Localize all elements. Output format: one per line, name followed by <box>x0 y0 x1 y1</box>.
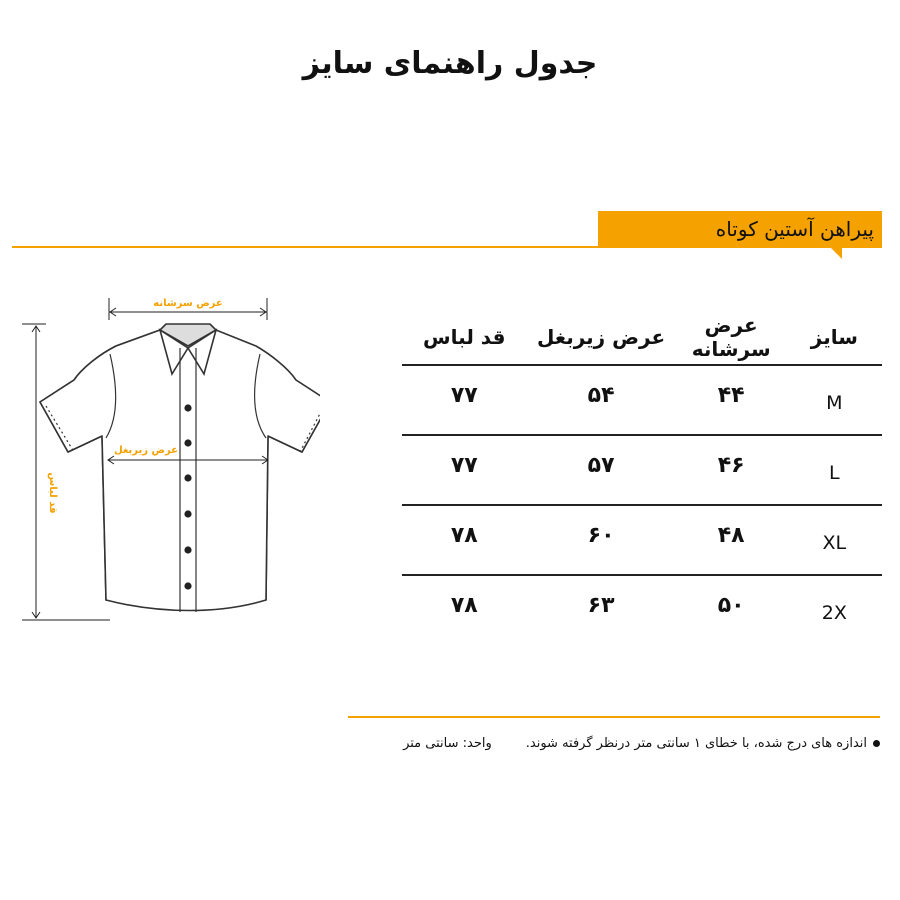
table-header-row <box>402 310 882 365</box>
cell-size: 2X <box>821 601 847 624</box>
cell-armpit: ۶۳ <box>587 593 615 618</box>
bullet-icon <box>873 740 880 747</box>
header-size: سایز <box>787 310 882 365</box>
cell-size: L <box>787 435 882 505</box>
armpit-label: عرض زیربغل <box>113 445 179 456</box>
section-label: پیراهن آستین کوتاه <box>715 217 874 241</box>
cell-length: ۷۷ <box>402 435 527 505</box>
cell-length: ۷۷ <box>402 365 527 435</box>
cell-length: ۷۸ <box>402 505 527 575</box>
section-tab-notch <box>830 247 842 259</box>
length-label: قد لباس <box>47 472 58 514</box>
footer-note-text: اندازه های درج شده، با خطای ۱ سانتی متر درنظر گرفته شوند. <box>525 736 867 751</box>
cell-shoulder: ۴۴ <box>676 365 787 435</box>
header-armpit: عرض زیربغل <box>527 310 676 365</box>
cell-armpit: ۵۴ <box>527 365 676 435</box>
cell-shoulder: ۴۶ <box>676 435 787 505</box>
table-row <box>402 365 882 435</box>
cell-armpit: ۵۷ <box>527 435 676 505</box>
shirt-diagram <box>20 288 320 628</box>
cell-size: XL <box>787 505 882 575</box>
page-title: جدول راهنمای سایز <box>302 46 598 81</box>
footer-divider <box>348 716 880 718</box>
cell-size: M <box>787 365 882 435</box>
table-row <box>402 505 882 575</box>
table-row <box>402 435 882 505</box>
shoulder-label: عرض سرشانه <box>153 298 223 309</box>
footer-unit: واحد: سانتی متر <box>403 736 492 751</box>
header-shoulder: عرض سرشانه <box>676 310 787 365</box>
cell-shoulder: ۵۰ <box>717 593 745 618</box>
cell-armpit: ۶۰ <box>527 505 676 575</box>
cell-shoulder: ۴۸ <box>676 505 787 575</box>
footer-note <box>340 736 880 751</box>
table-row <box>402 575 882 644</box>
header-length: قد لباس <box>402 310 527 365</box>
cell-length: ۷۸ <box>450 593 478 618</box>
size-table <box>402 310 882 644</box>
